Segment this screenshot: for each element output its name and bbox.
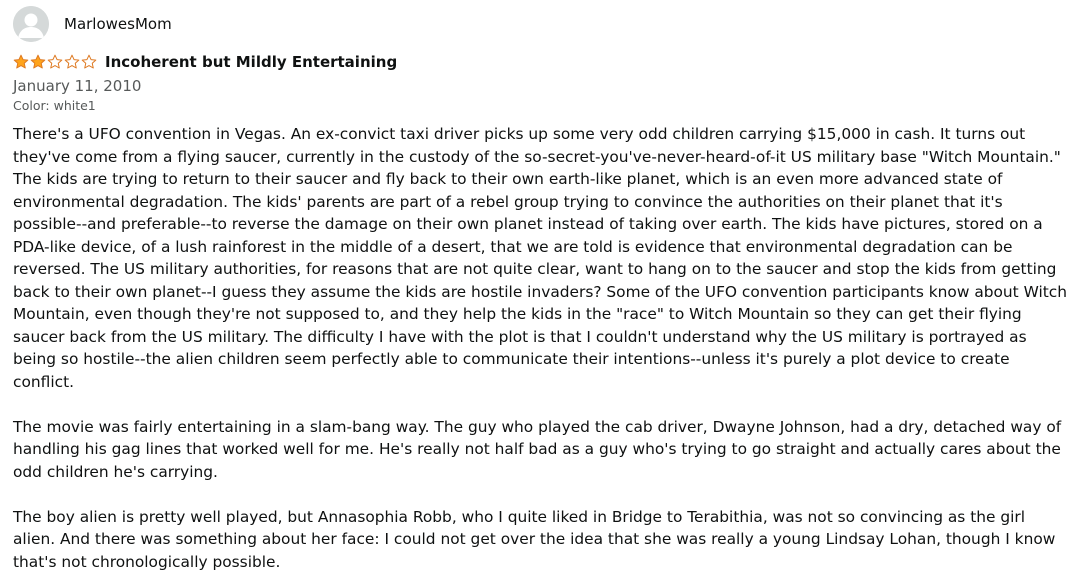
rating-and-title-row	[13, 52, 1069, 72]
reviewer-name[interactable]: MarlowesMom	[64, 15, 172, 33]
reviewer-profile[interactable]	[13, 6, 1069, 42]
customer-review	[13, 6, 1069, 573]
review-title[interactable]: Incoherent but Mildly Entertaining	[105, 53, 397, 71]
star-filled-icon	[13, 54, 29, 70]
review-date: January 11, 2010	[13, 75, 1069, 97]
product-variant: Color: white1	[13, 97, 1069, 115]
star-rating[interactable]	[13, 54, 97, 70]
review-body	[13, 123, 1069, 573]
star-empty-icon	[81, 54, 97, 70]
review-paragraph: The movie was fairly entertaining in a slam-bang way. The guy who played the cab driver, Dwayne Johnson, had a dry, detached way of handling his gag lines that worked well for me. He's really not half bad as a guy who's trying to go straight and actually cares about the odd children he's carrying.	[13, 416, 1069, 484]
review-paragraph: The boy alien is pretty well played, but Annasophia Robb, who I quite liked in Bridge to Terabithia, was not so convincing as the girl alien. And there was something about her face: I could not get over the idea that she was really a young Lindsay Lohan, though I know that's not chronologically possible.	[13, 506, 1069, 573]
review-paragraph: There's a UFO convention in Vegas. An ex-convict taxi driver picks up some very odd children carrying $15,000 in cash. It turns out they've come from a flying saucer, currently in the custody of the so-secret-you've-never-heard-of-it US military base "Witch Mountain." The kids are trying to return to their saucer and fly back to their own earth-like planet, which is an even more advanced state of environmental degradation. The kids' parents are part of a rebel group trying to convince the authorities on their planet that it's possible--and preferable--to reverse the damage on their own planet instead of taking over earth. The kids have pictures, stored on a PDA-like device, of a lush rainforest in the middle of a desert, that we are told is evidence that environmental degradation can be reversed. The US military authorities, for reasons that are not quite clear, want to hang on to the saucer and stop the kids from getting back to their own planet--I guess they assume the kids are hostile invaders? Some of the UFO convention participants know about Witch Mountain, even though they're not supposed to, and they help the kids in the "race" to Witch Mountain so they can get their flying saucer back from the US military. The difficulty I have with the plot is that I couldn't understand why the US military is portrayed as being so hostile--the alien children seem perfectly able to communicate their intentions--unless it's purely a plot device to create conflict.	[13, 123, 1069, 393]
star-filled-icon	[30, 54, 46, 70]
star-empty-icon	[64, 54, 80, 70]
avatar-icon[interactable]	[13, 6, 49, 42]
star-empty-icon	[47, 54, 63, 70]
